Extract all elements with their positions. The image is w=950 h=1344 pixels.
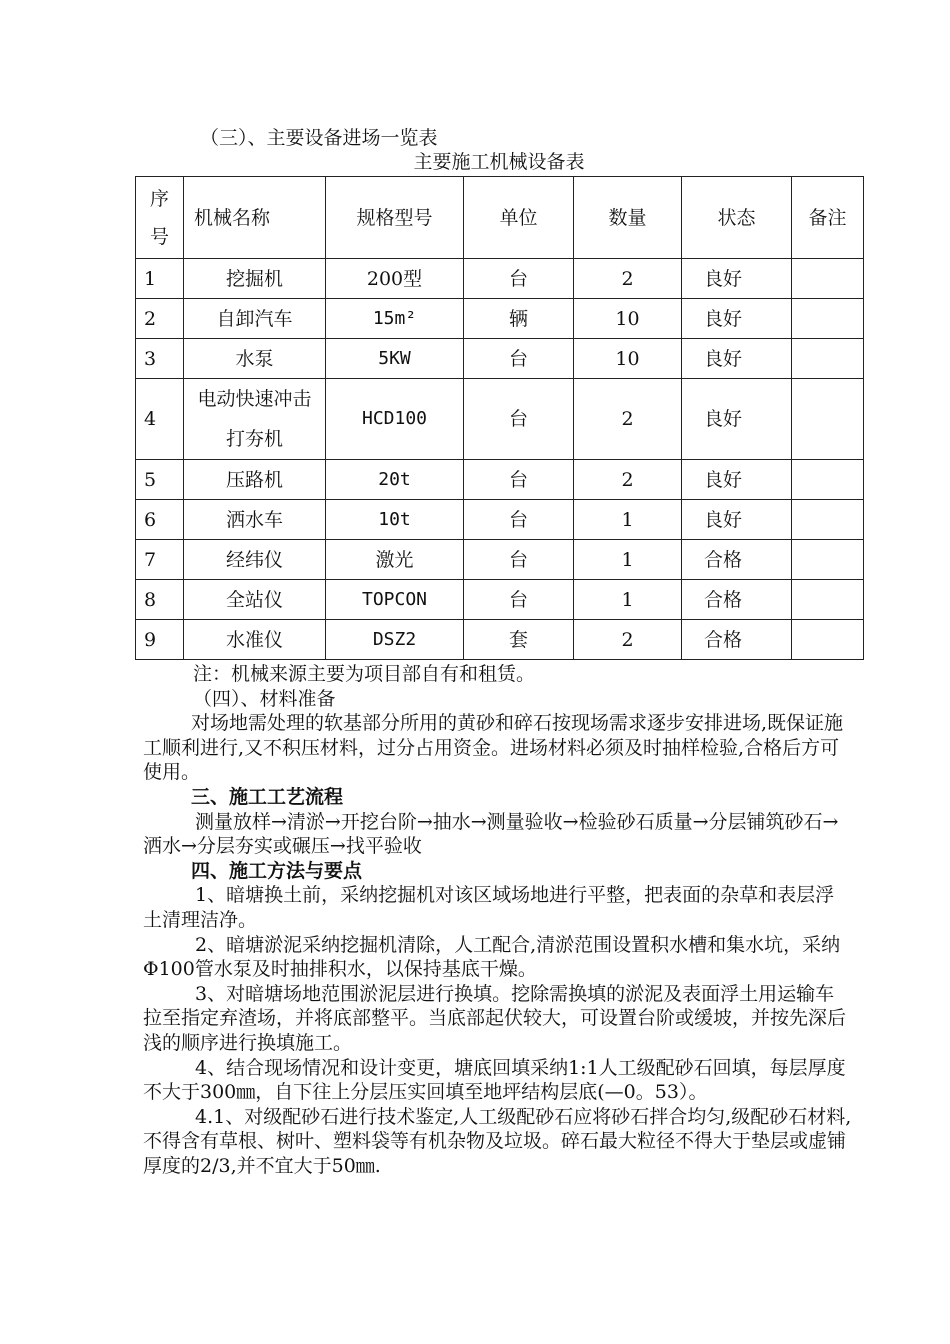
cell-remark <box>792 540 864 580</box>
cell-unit: 台 <box>464 580 574 620</box>
cell-remark <box>792 580 864 620</box>
table-row <box>136 299 864 339</box>
cell-qty: 2 <box>574 460 682 500</box>
cell-state: 良好 <box>682 500 792 540</box>
cell-no: 5 <box>136 460 184 500</box>
cell-state: 良好 <box>682 299 792 339</box>
cell-no: 4 <box>136 379 184 460</box>
method-paragraph: 4、结合现场情况和设计变更，塘底回填采纳1:1人工级配砂石回填，每层厚度不大于300㎜，自下往上分层压实回填至地坪结构层底(—0。53）。 <box>143 1056 846 1104</box>
table-title: 主要施工机械设备表 <box>413 151 585 173</box>
header-remark: 备注 <box>792 177 864 259</box>
cell-state: 良好 <box>682 379 792 460</box>
cell-name: 水准仪 <box>184 620 326 660</box>
document-body <box>143 662 853 1178</box>
header-spec: 规格型号 <box>326 177 464 259</box>
cell-remark <box>792 379 864 460</box>
cell-spec: 20t <box>326 460 464 500</box>
cell-spec: 10t <box>326 500 464 540</box>
cell-name: 挖掘机 <box>184 259 326 299</box>
cell-name: 压路机 <box>184 460 326 500</box>
cell-no: 8 <box>136 580 184 620</box>
header-unit: 单位 <box>464 177 574 259</box>
cell-qty: 2 <box>574 620 682 660</box>
cell-remark <box>792 339 864 379</box>
table-row <box>136 379 864 460</box>
method-paragraph: 1、暗塘换土前，采纳挖掘机对该区域场地进行平整，把表面的杂草和表层浮土清理洁净。 <box>143 884 835 931</box>
cell-state: 良好 <box>682 259 792 299</box>
table-note: 注：机械来源主要为项目部自有和租赁。 <box>193 663 536 685</box>
cell-no: 3 <box>136 339 184 379</box>
cell-spec: 5KW <box>326 339 464 379</box>
table-row <box>136 540 864 580</box>
cell-name: 洒水车 <box>184 500 326 540</box>
cell-state: 合格 <box>682 620 792 660</box>
cell-no: 1 <box>136 259 184 299</box>
cell-spec: TOPCON <box>326 580 464 620</box>
cell-spec: DSZ2 <box>326 620 464 660</box>
cell-state: 良好 <box>682 460 792 500</box>
table-row <box>136 460 864 500</box>
section-4-title: 四、施工方法与要点 <box>191 859 363 882</box>
process-flow-paragraph: 测量放样→清淤→开挖台阶→抽水→测量验收→检验砂石质量→分层铺筑砂石→洒水→分层夯实或碾压→找平验收 <box>143 810 839 858</box>
cell-remark <box>792 500 864 540</box>
method-paragraph: 2、暗塘淤泥采纳挖掘机清除，人工配合,清淤范围设置积水槽和集水坑，采纳Φ100管水泵及时抽排积水，以保持基底干燥。 <box>143 933 841 981</box>
cell-remark <box>792 460 864 500</box>
cell-state: 良好 <box>682 339 792 379</box>
cell-qty: 1 <box>574 580 682 620</box>
cell-no: 6 <box>136 500 184 540</box>
cell-qty: 10 <box>574 299 682 339</box>
table-row <box>136 339 864 379</box>
method-paragraph: 3、对暗塘场地范围淤泥层进行换填。挖除需换填的淤泥及表面浮土用运输车拉至指定弃渣场，并将底部整平。当底部起伏较大，可设置台阶或缓坡，并按先深后浅的顺序进行换填施工。 <box>143 982 847 1054</box>
cell-name: 自卸汽车 <box>184 299 326 339</box>
header-name: 机械名称 <box>184 177 326 259</box>
cell-qty: 10 <box>574 339 682 379</box>
method-paragraph: 4.1、对级配砂石进行技术鉴定,人工级配砂石应将砂石拌合均匀,级配砂石材料,不得含有草根、树叶、塑料袋等有机杂物及垃圾。碎石最大粒径不得大于垫层或虚铺厚度的2/3,并不宜大于50㎜. <box>143 1105 852 1177</box>
equipment-section-heading: （三）、主要设备进场一览表 <box>200 127 438 149</box>
header-qty: 数量 <box>574 177 682 259</box>
table-row <box>136 500 864 540</box>
cell-qty: 2 <box>574 379 682 460</box>
cell-state: 合格 <box>682 540 792 580</box>
cell-spec: 激光 <box>326 540 464 580</box>
cell-qty: 1 <box>574 540 682 580</box>
equipment-table <box>135 176 864 660</box>
cell-remark <box>792 299 864 339</box>
cell-unit: 台 <box>464 339 574 379</box>
cell-unit: 套 <box>464 620 574 660</box>
cell-unit: 台 <box>464 379 574 460</box>
cell-unit: 台 <box>464 460 574 500</box>
cell-unit: 台 <box>464 540 574 580</box>
section-3-title: 三、施工工艺流程 <box>191 785 344 808</box>
cell-unit: 台 <box>464 500 574 540</box>
table-row <box>136 620 864 660</box>
materials-paragraph: 对场地需处理的软基部分所用的黄砂和碎石按现场需求逐步安排进场,既保证施工顺利进行,又不积压材料，过分占用资金。进场材料必须及时抽样检验,合格后方可使用。 <box>143 712 844 784</box>
cell-spec: HCD100 <box>326 379 464 460</box>
materials-heading: （四）、材料准备 <box>193 687 336 710</box>
cell-spec: 15m² <box>326 299 464 339</box>
cell-spec: 200型 <box>326 259 464 299</box>
table-header-row <box>136 177 864 259</box>
cell-qty: 1 <box>574 500 682 540</box>
cell-unit: 辆 <box>464 299 574 339</box>
cell-no: 9 <box>136 620 184 660</box>
table-row <box>136 580 864 620</box>
cell-name: 全站仪 <box>184 580 326 620</box>
header-no: 序号 <box>136 177 184 259</box>
header-state: 状态 <box>682 177 792 259</box>
cell-unit: 台 <box>464 259 574 299</box>
table-row <box>136 259 864 299</box>
cell-name: 电动快速冲击打夯机 <box>184 379 326 460</box>
cell-no: 7 <box>136 540 184 580</box>
cell-remark <box>792 259 864 299</box>
cell-remark <box>792 620 864 660</box>
cell-state: 合格 <box>682 580 792 620</box>
cell-name: 水泵 <box>184 339 326 379</box>
cell-no: 2 <box>136 299 184 339</box>
cell-name: 经纬仪 <box>184 540 326 580</box>
cell-qty: 2 <box>574 259 682 299</box>
